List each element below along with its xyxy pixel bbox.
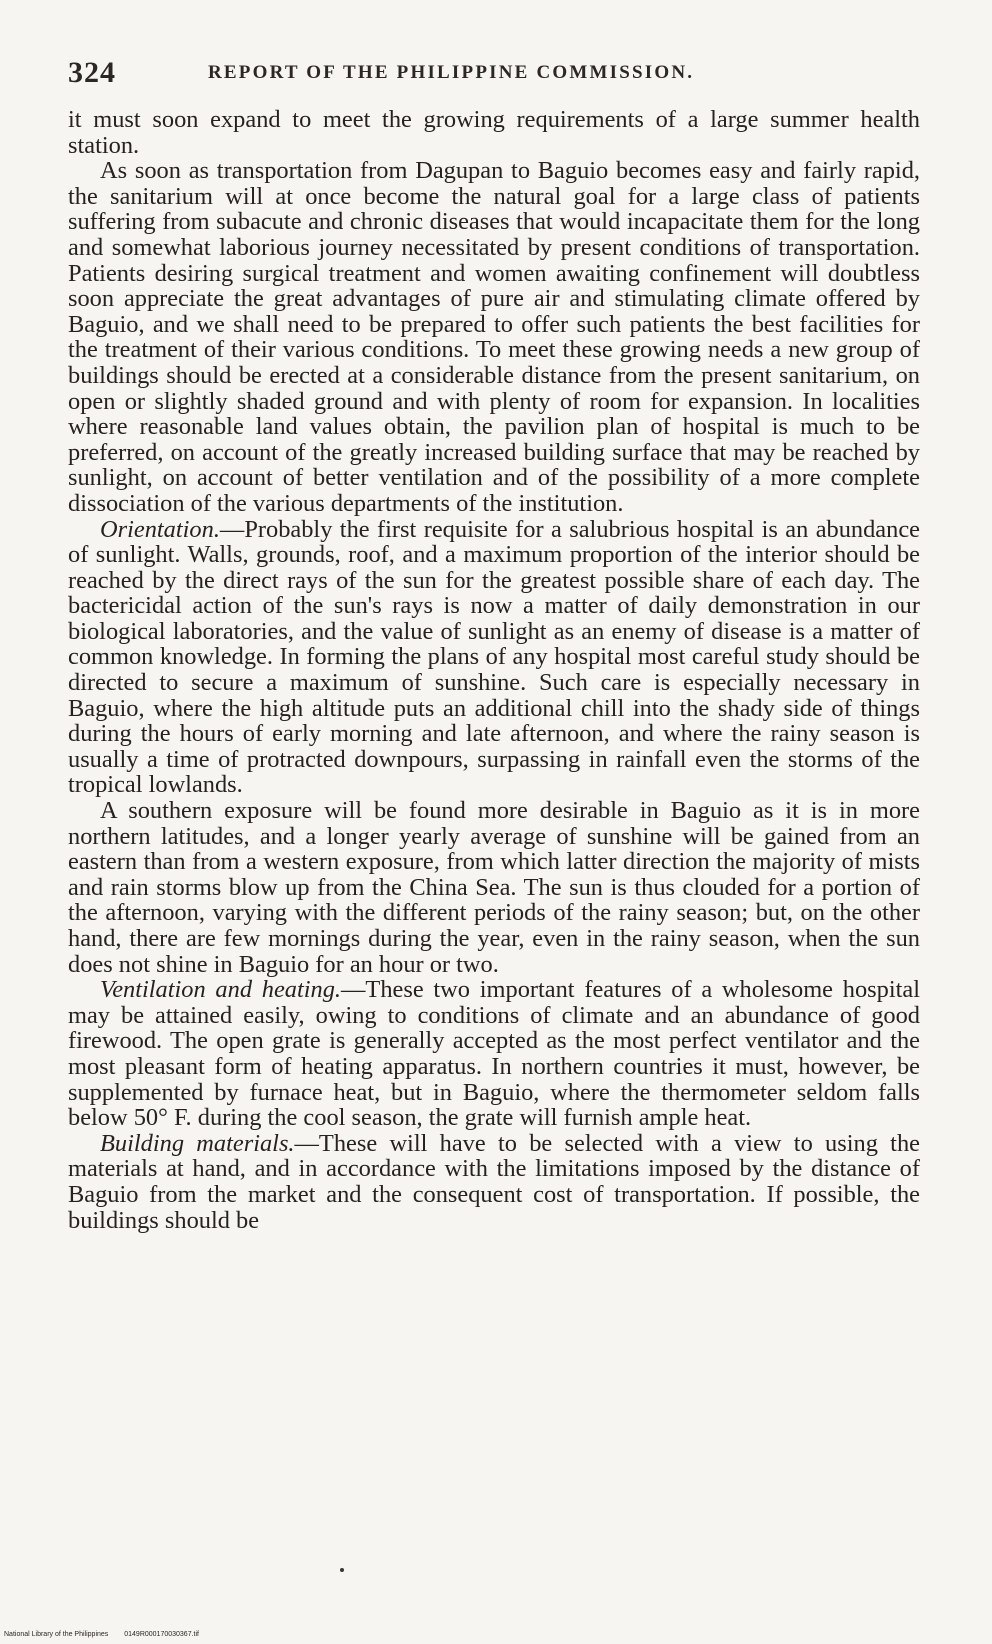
- paragraph-ventilation: [68, 977, 920, 1131]
- footer-library: National Library of the Philippines: [4, 1631, 109, 1638]
- paragraph-2: [68, 158, 920, 516]
- running-head: REPORT OF THE PHILIPPINE COMMISSION.: [208, 62, 695, 83]
- page-number: 324: [68, 56, 116, 89]
- paragraph-ventilation-text: —These two important features of a wholesome hospital may be attained easily, owing to conditions of climate and an abundance of good firewood. The open grate is generally accepted as the most perfect ventilator and the most pleasant form of heating apparatus. In northern countries it must, however, be supplemented by furnace heat, but in Baguio, where the thermometer seldom falls below 50° F. during the cool season, the grate will furnish ample heat.: [68, 976, 920, 1132]
- footer-id: 0149R000170030367.tif: [124, 1631, 199, 1638]
- body-text: [68, 107, 920, 1233]
- paragraph-building-materials-text: —These will have to be selected with a view to using the materials at hand, and in accordance with the limitations imposed by the distance of Baguio from the market and the consequent cost of transportation. If possible, the buildings should be: [68, 1129, 920, 1234]
- paragraph-1: [68, 107, 920, 158]
- paragraph-1-text: it must soon expand to meet the growing requirements of a large summer health station.: [68, 106, 920, 159]
- paragraph-southern-exposure: [68, 798, 920, 977]
- scan-footer: [4, 1631, 213, 1638]
- scan-speck: [340, 1568, 344, 1572]
- paragraph-2-text: As soon as transportation from Dagupan to Baguio becomes easy and fairly rapid, the sanitarium will at once become the natural goal for a large class of patients suffering from subacute and chronic diseases that would incapacitate them for the long and somewhat laborious journey necessitated by present conditions of transportation. Patients desiring surgical treatment and women awaiting confinement will doubtless soon appreciate the great advantages of pure air and stimulating climate offered by Baguio, and we shall need to be prepared to offer such patients the best facilities for the treatment of their various conditions. To meet these growing needs a new group of buildings should be erected at a considerable distance from the present sanitarium, on open or slightly shaded ground and with plenty of room for expansion. In localities where reasonable land values obtain, the pavilion plan of hospital is much to be preferred, on account of the greatly increased building surface that may be reached by sunlight, on account of better ventilation and of the possibility of a more complete dissociation of the various departments of the institution.: [68, 157, 920, 517]
- paragraph-southern-exposure-text: A southern exposure will be found more desirable in Baguio as it is in more northern latitudes, and a longer yearly average of sunshine will be gained from an eastern than from a western exposure, from which latter direction the majority of mists and rain storms blow up from the China Sea. The sun is thus clouded for a portion of the afternoon, varying with the different periods of the rainy season; but, on the other hand, there are few mornings during the year, even in the rainy season, when the sun does not shine in Baguio for an hour or two.: [68, 797, 920, 978]
- page-header: [68, 56, 918, 96]
- subheading-orientation: Orientation.: [100, 515, 220, 543]
- paragraph-building-materials: [68, 1131, 920, 1233]
- paragraph-orientation: [68, 517, 920, 799]
- subheading-building-materials: Building materials.: [100, 1129, 295, 1157]
- paragraph-orientation-text: —Probably the first requisite for a salubrious hospital is an abundance of sunlight. Walls, grounds, roof, and a maximum proportion of the interior should be reached by the direct rays of the sun for the greatest possible share of each day. The bactericidal action of the sun's rays is now a matter of daily demonstration in our biological laboratories, and the value of sunlight as an enemy of disease is a matter of common knowledge. In forming the plans of any hospital most careful study should be directed to secure a maximum of sunshine. Such care is especially necessary in Baguio, where the high altitude puts an additional chill into the shady side of things during the hours of early morning and late afternoon, and where the rainy season is usually a time of protracted downpours, surpassing in rainfall even the storms of the tropical lowlands.: [68, 515, 920, 799]
- subheading-ventilation: Ventilation and heating.: [100, 976, 342, 1004]
